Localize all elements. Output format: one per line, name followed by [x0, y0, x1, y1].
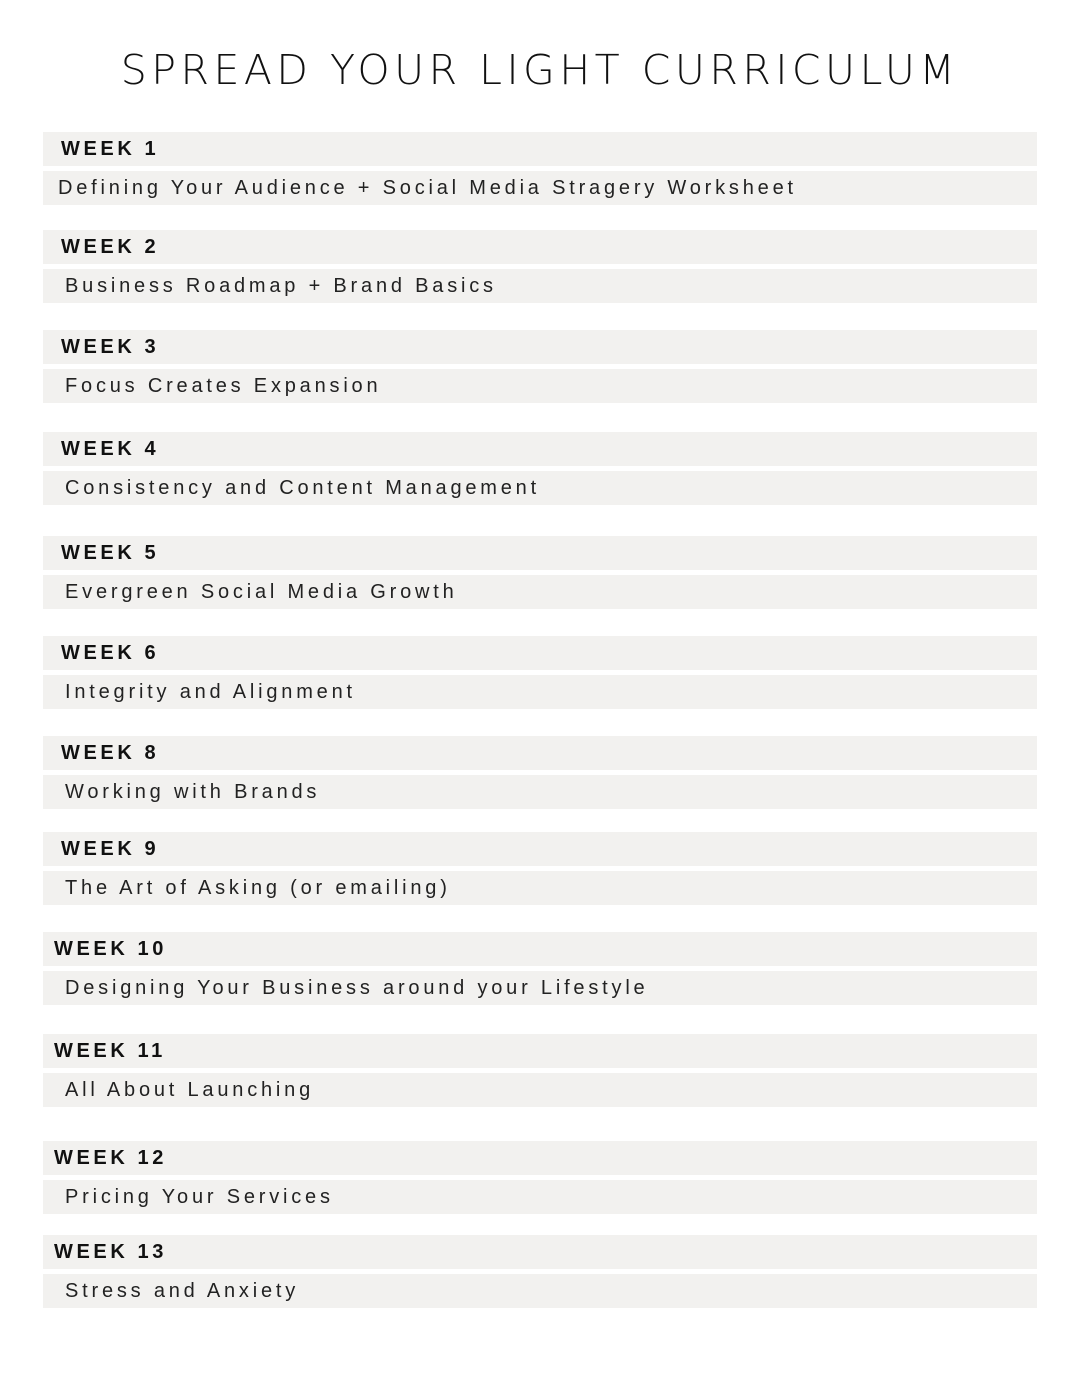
week-topic: Defining Your Audience + Social Media Stragery Worksheet [43, 171, 1037, 205]
week-topic: Stress and Anxiety [43, 1274, 1037, 1308]
week-topic: Focus Creates Expansion [43, 369, 1037, 403]
week-topic: Evergreen Social Media Growth [43, 575, 1037, 609]
week-topic: All About Launching [43, 1073, 1037, 1107]
week-topic: Integrity and Alignment [43, 675, 1037, 709]
week-label: WEEK 1 [43, 132, 1037, 166]
week-topic: The Art of Asking (or emailing) [43, 871, 1037, 905]
week-label: WEEK 6 [43, 636, 1037, 670]
week-label: WEEK 13 [43, 1235, 1037, 1269]
week-label: WEEK 2 [43, 230, 1037, 264]
week-label: WEEK 5 [43, 536, 1037, 570]
week-label: WEEK 10 [43, 932, 1037, 966]
week-label: WEEK 9 [43, 832, 1037, 866]
week-label: WEEK 4 [43, 432, 1037, 466]
week-topic: Business Roadmap + Brand Basics [43, 269, 1037, 303]
week-topic: Consistency and Content Management [43, 471, 1037, 505]
week-label: WEEK 8 [43, 736, 1037, 770]
week-label: WEEK 11 [43, 1034, 1037, 1068]
week-label: WEEK 3 [43, 330, 1037, 364]
week-topic: Working with Brands [43, 775, 1037, 809]
page-title: SPREAD YOUR LIGHT CURRICULUM [120, 46, 960, 94]
week-label: WEEK 12 [43, 1141, 1037, 1175]
week-topic: Pricing Your Services [43, 1180, 1037, 1214]
week-topic: Designing Your Business around your Lifestyle [43, 971, 1037, 1005]
